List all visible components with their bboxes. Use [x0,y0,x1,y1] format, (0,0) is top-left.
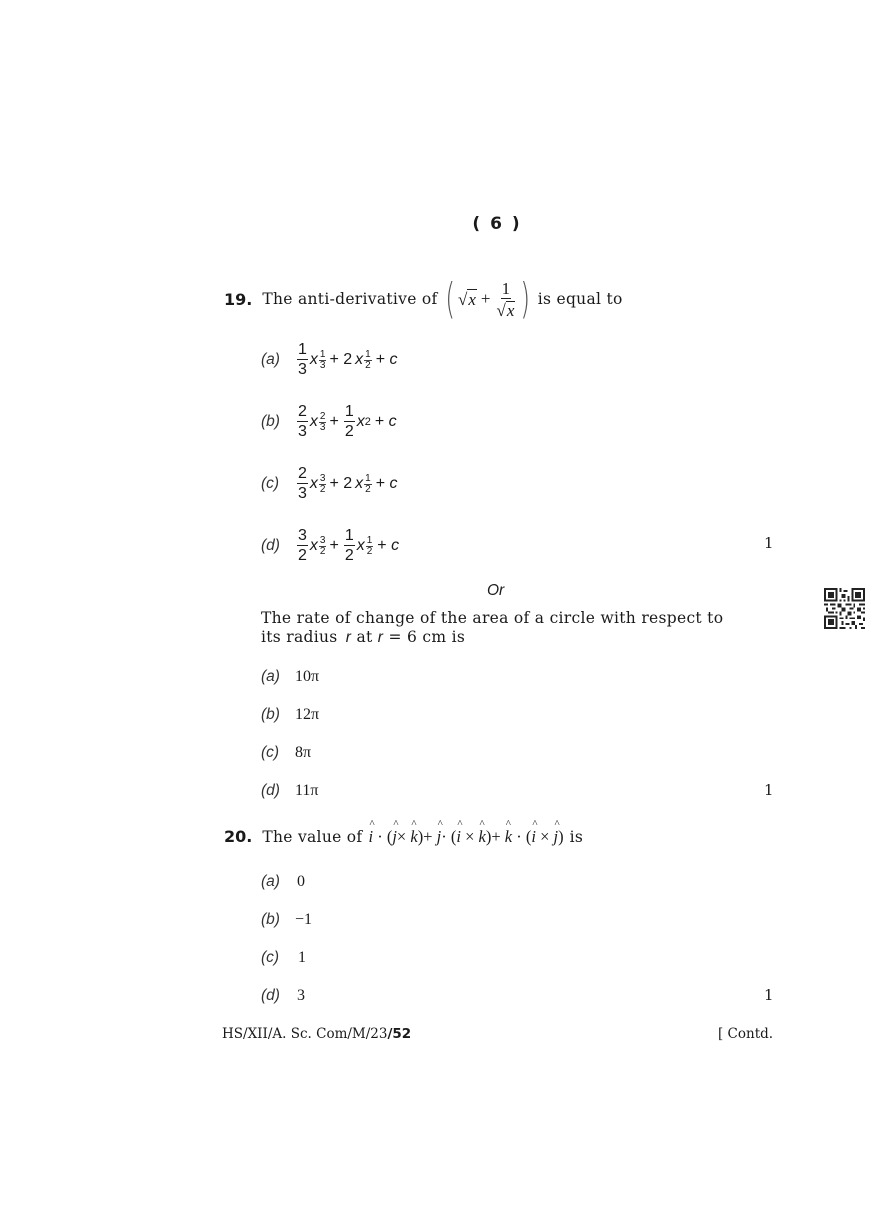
option-label: (c) [261,949,280,966]
alt-option-c [261,742,311,762]
option-label: (c) [261,475,280,492]
marks: 1 [764,534,774,552]
option-label: (d) [261,987,280,1004]
option-label: (b) [261,706,280,723]
continued-label: [ Contd. [718,1026,774,1042]
vector-expression: ^ i · (^ j× ^ k)+ ^ j· (^ i × ^ k)+ ^ k · (^ i × ^ j) [368,827,563,847]
option-label: (b) [261,413,280,430]
option-expression: $\frac{2}{3}$ x $\frac{3}{2}$ + 2 x $\frac{1}{2}$ + c [298,465,398,502]
option-c [261,947,306,967]
paper-code [222,1026,411,1042]
option-label: (a) [261,873,280,890]
variable-r: r [345,629,352,646]
option-a [261,342,398,378]
or-separator: Or [487,582,505,599]
option-value: 3 [297,987,305,1004]
option-label: (a) [261,351,280,368]
question-stem-prefix: The anti-derivative of [262,290,438,308]
option-b [261,909,312,929]
option-value: 8π [295,744,312,761]
paper-code-prefix: HS/XII/A. Sc. Com/M/23 [222,1026,388,1042]
question-stem-suffix: is equal to [537,290,623,308]
option-b [261,404,397,440]
stem-text: its radius [261,628,338,646]
option-label: (b) [261,911,280,928]
question-20 [224,827,583,847]
alternate-question-stem [261,609,751,647]
option-value: 10π [295,668,320,685]
stem-line-1: The rate of change of the area of a circle with respect to [261,609,724,627]
question-number: 19. [224,289,253,309]
option-label: (d) [261,782,280,799]
question-number: 20. [224,827,253,846]
option-value: 12π [295,706,320,723]
stem-text: = 6 cm is [388,628,466,646]
question-19 [224,274,623,323]
option-expression: $\frac{3}{2}$ x $\frac{3}{2}$ + $\frac{1}{2}$ x $\frac{1}{2}$ + c [298,527,400,564]
question-stem-prefix: The value of [262,828,363,846]
option-value: 1 [298,949,306,966]
option-expression: $\frac{1}{3}$ x $\frac{1}{3}$ + 2 x $\frac{1}{2}$ + c [298,341,398,378]
option-c [261,466,398,502]
marks: 1 [764,781,774,799]
stem-text: at [356,628,373,646]
paper-code-suffix: /52 [387,1026,412,1042]
marks: 1 [764,986,774,1004]
option-label: (c) [261,744,280,761]
qr-code-icon [824,588,865,629]
option-a [261,871,305,891]
option-label: (d) [261,537,280,554]
page-number: ( 6 ) [472,214,522,234]
variable-r: r [377,629,384,646]
option-label: (a) [261,668,280,685]
stem-line-2 [261,628,751,647]
option-value: 0 [297,873,305,890]
alt-option-a [261,666,319,686]
option-value: 11π [295,782,319,799]
alt-option-b [261,704,319,724]
option-d [261,528,399,564]
alt-option-d [261,780,318,800]
option-expression: $\frac{2}{3}$ x $\frac{2}{3}$ + $\frac{1}{2}$ x 2 + c [298,403,397,440]
question-stem-suffix: is [569,828,584,846]
integrand-expression: ( √ x + 1 √ x ) [444,274,531,323]
option-d [261,985,305,1005]
option-value: −1 [295,911,313,928]
